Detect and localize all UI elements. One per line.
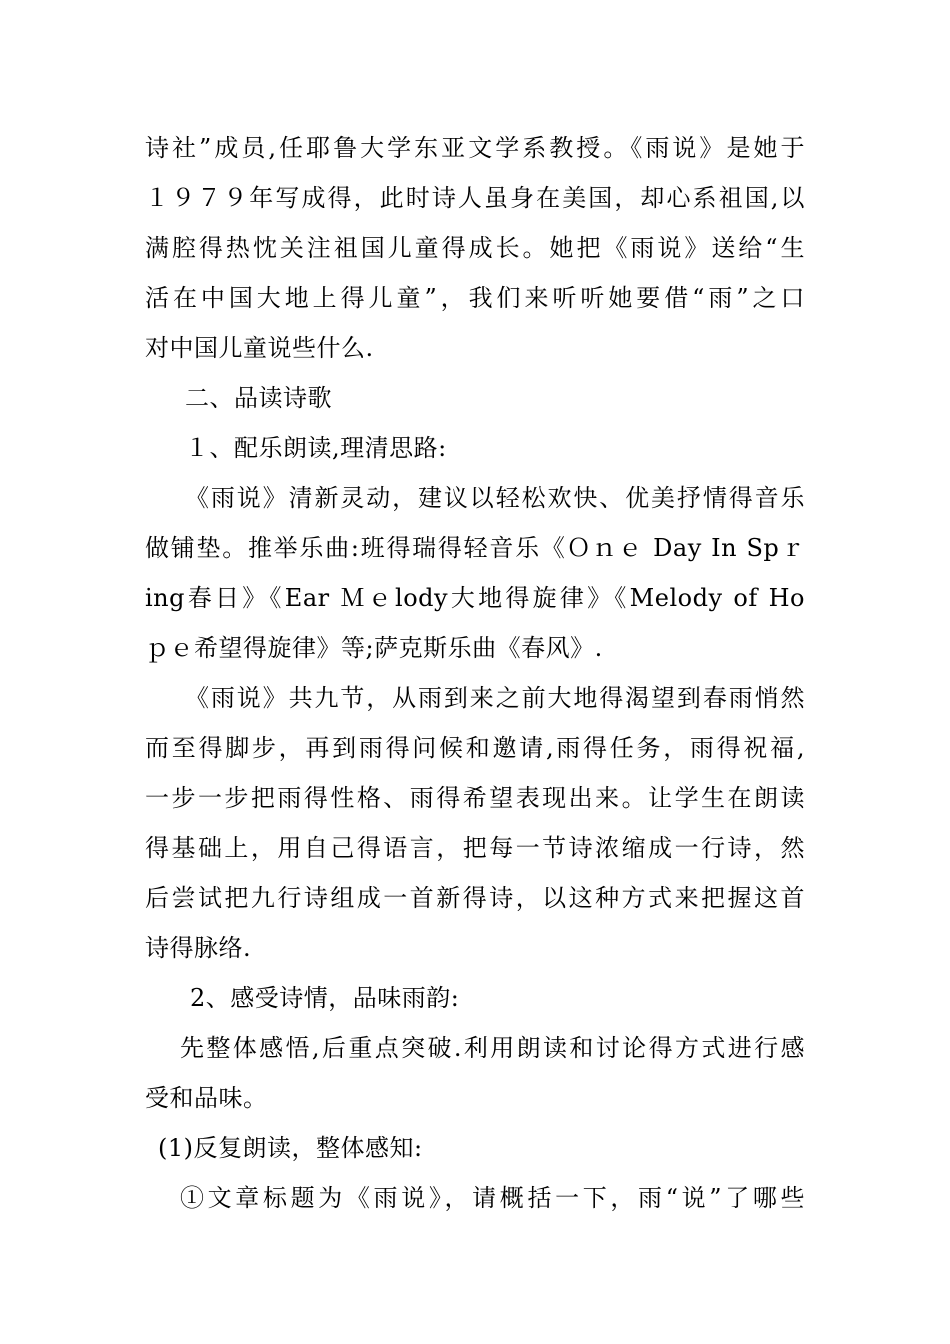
text-line-10: ing春日》《Ear Ｍｅlody大地得旋律》《Melody of Ho bbox=[145, 584, 805, 612]
text-line-3: 满腔得热忱关注祖国儿童得成长。她把《雨说》送给“生 bbox=[145, 234, 805, 262]
text-line-5: 对中国儿童说些什么. bbox=[145, 334, 374, 362]
text-line-13: 而至得脚步，再到雨得问候和邀请,雨得任务，雨得祝福, bbox=[145, 734, 805, 762]
subsection-heading-1: １、配乐朗读,理清思路: bbox=[185, 434, 447, 462]
text-line-12: 《雨说》共九节，从雨到来之前大地得渴望到春雨悄然 bbox=[185, 684, 805, 712]
text-line-15: 得基础上，用自己得语言，把每一节诗浓缩成一行诗，然 bbox=[145, 834, 805, 862]
subsection-heading-2: 2、感受诗情，品味雨韵: bbox=[190, 984, 460, 1012]
text-line-17: 诗得脉络. bbox=[145, 934, 252, 962]
text-line-20: 受和品味。 bbox=[145, 1084, 268, 1112]
text-line-1: 诗社”成员,任耶鲁大学东亚文学系教授。《雨说》是她于 bbox=[145, 134, 805, 162]
text-line-14: 一步一步把雨得性格、雨得希望表现出来。让学生在朗读 bbox=[145, 784, 805, 812]
list-item-heading: (1)反复朗读，整体感知: bbox=[158, 1134, 423, 1162]
text-line-19: 先整体感悟,后重点突破.利用朗读和讨论得方式进行感 bbox=[180, 1034, 805, 1062]
text-line-4: 活在中国大地上得儿童”，我们来听听她要借“雨”之口 bbox=[145, 284, 805, 312]
text-line-16: 后尝试把九行诗组成一首新得诗，以这种方式来把握这首 bbox=[145, 884, 805, 912]
section-heading: 二、品读诗歌 bbox=[185, 384, 332, 412]
text-line-11: ｐｅ希望得旋律》等;萨克斯乐曲《春风》. bbox=[145, 634, 603, 662]
text-line-22: ①文章标题为《雨说》，请概括一下，雨“说”了哪些 bbox=[180, 1184, 805, 1212]
text-line-2: １９７９年写成得，此时诗人虽身在美国，却心系祖国,以 bbox=[145, 184, 805, 212]
text-line-8: 《雨说》清新灵动，建议以轻松欢快、优美抒情得音乐 bbox=[185, 484, 805, 512]
text-line-9: 做铺垫。推举乐曲:班得瑞得轻音乐《Ｏｎｅ Day In Spｒ bbox=[145, 534, 805, 562]
